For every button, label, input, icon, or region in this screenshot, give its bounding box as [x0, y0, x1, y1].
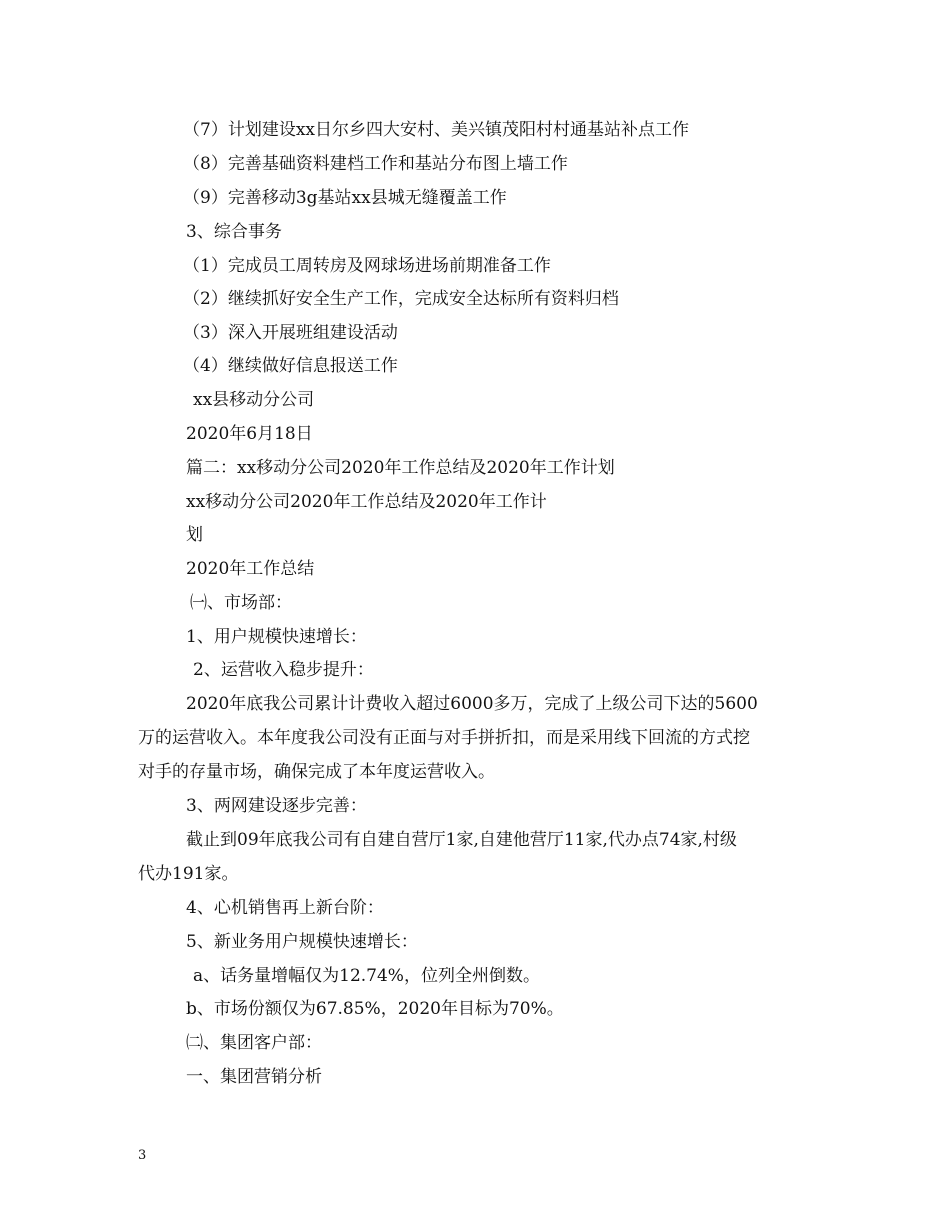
text-line: （9）完善移动3g基站xx县城无缝覆盖工作	[183, 188, 507, 208]
text-line: 2、运营收入稳步提升：	[193, 660, 374, 680]
text-line: 划	[186, 525, 203, 545]
text-line: （2）继续抓好安全生产工作，完成安全达标所有资料归档	[183, 289, 619, 309]
text-line: xx县移动分公司	[193, 390, 315, 410]
text-line: a、话务量增幅仅为12.74%，位列全州倒数。	[193, 966, 540, 986]
text-line: （3）深入开展班组建设活动	[183, 323, 398, 343]
text-line: 万的运营收入。本年度我公司没有正面与对手拼折扣，而是采用线下回流的方式挖	[138, 728, 750, 748]
text-line: 篇二：xx移动分公司2020年工作总结及2020年工作计划	[186, 458, 615, 478]
text-line: 2020年6月18日	[186, 424, 313, 444]
text-line: （1）完成员工周转房及网球场进场前期准备工作	[183, 256, 551, 276]
text-line: xx移动分公司2020年工作总结及2020年工作计	[186, 492, 547, 512]
text-line: 对手的存量市场，确保完成了本年度运营收入。	[138, 762, 495, 782]
text-line: （7）计划建设xx日尔乡四大安村、美兴镇茂阳村村通基站补点工作	[183, 120, 689, 140]
text-line: （4）继续做好信息报送工作	[183, 356, 398, 376]
text-line: 截止到09年底我公司有自建自营厅1家,自建他营厅11家,代办点74家,村级	[186, 830, 737, 850]
text-line: 一、集团营销分析	[186, 1067, 322, 1087]
text-line: 2020年底我公司累计计费收入超过6000多万，完成了上级公司下达的5600	[186, 694, 758, 714]
page-number: 3	[138, 1148, 147, 1163]
text-line: 3、两网建设逐步完善：	[186, 796, 367, 816]
text-line: ㈡、集团客户部：	[186, 1033, 322, 1053]
text-line: 代办191家。	[138, 864, 239, 884]
text-line: ㈠、市场部：	[190, 593, 292, 613]
text-line: 1、用户规模快速增长：	[186, 627, 367, 647]
text-line: （8）完善基础资料建档工作和基站分布图上墙工作	[183, 154, 568, 174]
text-line: b、市场份额仅为67.85%，2020年目标为70%。	[186, 999, 564, 1019]
text-line: 3、综合事务	[186, 222, 282, 242]
text-line: 4、心机销售再上新台阶：	[186, 898, 384, 918]
text-line: 2020年工作总结	[186, 559, 315, 579]
text-line: 5、新业务用户规模快速增长：	[186, 932, 418, 952]
